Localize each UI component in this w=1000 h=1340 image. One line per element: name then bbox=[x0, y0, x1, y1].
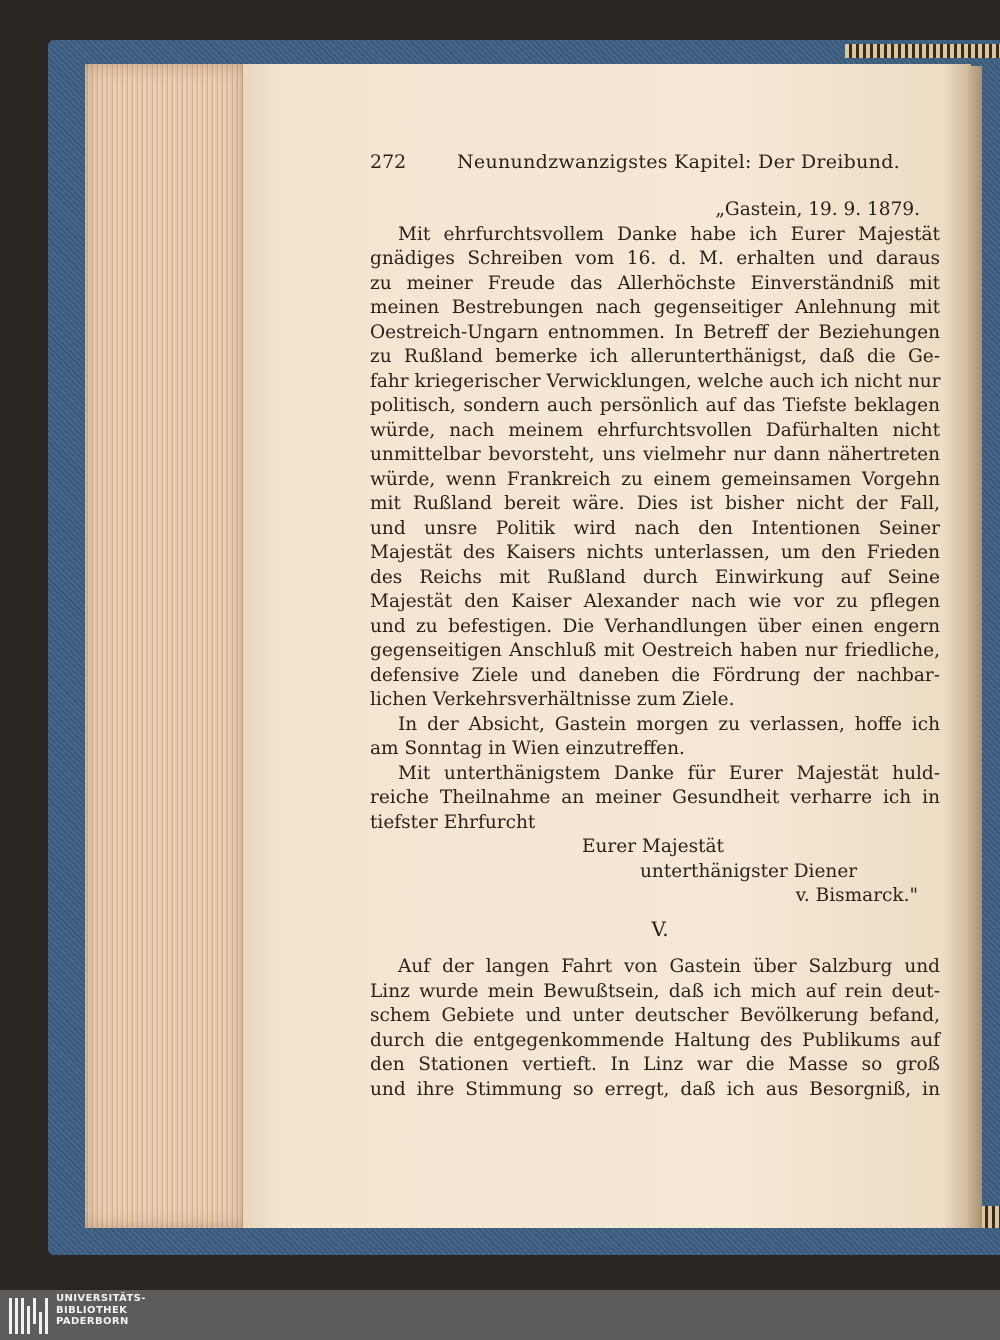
library-logo-line: BIBLIOTHEK bbox=[56, 1304, 128, 1316]
text-line: zu Rußland bemerke ich allerunterthänigst, daß die Ge- bbox=[370, 346, 940, 367]
text-line: den Stationen vertieft. In Linz war die Masse so groß bbox=[370, 1054, 940, 1075]
text-line: am Sonntag in Wien einzutreffen. bbox=[370, 738, 685, 759]
text-line: schem Gebiete und unter deutscher Bevölkerung befand, bbox=[370, 1005, 940, 1026]
running-title: Neunundzwanzigstes Kapitel: Der Dreibund. bbox=[457, 151, 901, 173]
text-line: defensive Ziele und daneben die Fördrung der nachbar- bbox=[370, 664, 940, 686]
text-line: und zu befestigen. Die Verhandlungen über einen engern bbox=[370, 615, 940, 637]
running-header bbox=[370, 150, 940, 174]
text-line: gnädiges Schreiben vom 16. d. M. erhalten und daraus bbox=[370, 248, 940, 269]
text-line: lichen Verkehrsverhältnisse zum Ziele. bbox=[370, 689, 735, 710]
text-line: Majestät den Kaiser Alexander nach wie vor zu pflegen bbox=[370, 591, 940, 612]
letter-closing-servant: unterthänigster Diener bbox=[640, 860, 858, 882]
letter-paragraph-3 bbox=[370, 762, 940, 836]
library-logo-text bbox=[56, 1293, 146, 1328]
text-line: und unsre Politik wird nach den Intentionen Seiner bbox=[370, 517, 940, 539]
library-logo-line: UNIVERSITÄTS- bbox=[56, 1293, 146, 1304]
text-line: würde, nach meinem ehrfurchtsvollen Dafürhalten nicht bbox=[370, 419, 940, 441]
text-line: Mit ehrfurchtsvollem Danke habe ich Eurer Majestät bbox=[398, 223, 940, 245]
text-line: meinen Bestrebungen nach gegenseitiger Anlehnung mit bbox=[370, 297, 940, 318]
library-footer-bar bbox=[0, 1290, 1000, 1340]
text-line: durch die entgegenkommende Haltung des Publikums auf bbox=[370, 1029, 940, 1051]
headband bbox=[845, 44, 1000, 58]
page-right-edge bbox=[968, 66, 982, 1228]
library-bars-icon bbox=[8, 1296, 52, 1336]
text-line: Auf der langen Fahrt von Gastein über Salzburg und bbox=[398, 956, 940, 977]
text-line: Oestreich-Ungarn entnommen. In Betreff der Beziehungen bbox=[370, 321, 940, 343]
text-line: unmittelbar bevorsteht, uns vielmehr nur dann nähertreten bbox=[370, 444, 940, 465]
section-paragraph bbox=[370, 955, 940, 1102]
letter-closing: Eurer Majestät bbox=[582, 836, 724, 857]
text-line: In der Absicht, Gastein morgen zu verlassen, hoffe ich bbox=[398, 713, 940, 735]
letter-paragraph-1 bbox=[370, 223, 940, 713]
text-line: zu meiner Freude das Allerhöchste Einverständniß mit bbox=[370, 272, 940, 294]
text-line: Linz wurde mein Bewußtsein, daß ich mich auf rein deut- bbox=[370, 980, 940, 1002]
text-line: fahr kriegerischer Verwicklungen, welche auch ich nicht nur bbox=[370, 370, 941, 392]
text-line: und ihre Stimmung so erregt, daß ich aus Besorgniß, in bbox=[370, 1078, 940, 1100]
library-logo-line: PADERBORN bbox=[56, 1316, 129, 1327]
text-line: politisch, sondern auch persönlich auf das Tiefste beklagen bbox=[370, 395, 940, 416]
text-line: mit Rußland bereit wäre. Dies ist bisher nicht der Fall, bbox=[370, 493, 940, 514]
text-line: des Reichs mit Rußland durch Einwirkung auf Seine bbox=[370, 566, 940, 588]
text-line: tiefster Ehrfurcht bbox=[370, 811, 536, 833]
section-heading: V. bbox=[651, 916, 669, 941]
page-edges bbox=[85, 64, 245, 1228]
page-number: 272 bbox=[370, 151, 407, 173]
text-line: Majestät des Kaisers nichts unterlassen, um den Frieden bbox=[370, 542, 940, 563]
letter-paragraph-2 bbox=[370, 713, 940, 762]
text-line: reiche Theilnahme an meiner Gesundheit verharre ich in bbox=[370, 787, 940, 808]
page-text bbox=[370, 150, 940, 1102]
letter-signature: v. Bismarck." bbox=[795, 885, 918, 906]
letter-dateline: „Gastein, 19. 9. 1879. bbox=[715, 199, 920, 220]
text-line: Mit unterthänigstem Danke für Eurer Majestät huld- bbox=[398, 762, 940, 784]
text-line: gegenseitigen Anschluß mit Oestreich haben nur friedliche, bbox=[370, 640, 940, 661]
text-line: würde, wenn Frankreich zu einem gemeinsamen Vorgehn bbox=[370, 468, 940, 490]
